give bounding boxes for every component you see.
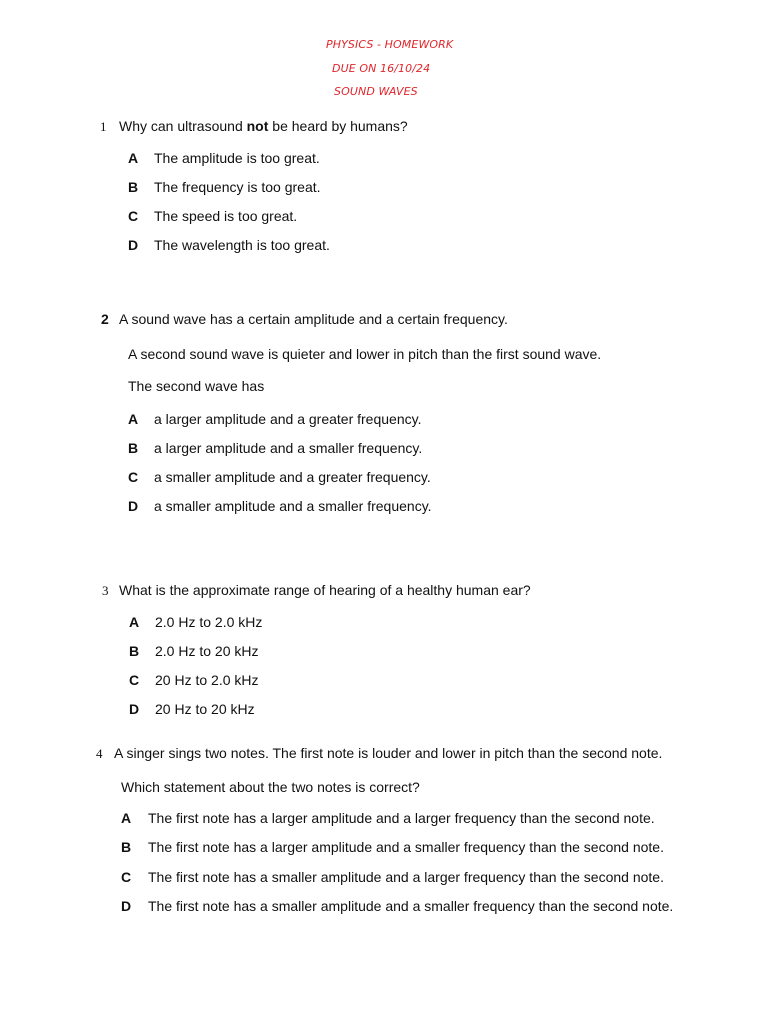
question-number: 1 <box>100 119 107 134</box>
question-text: What is the approximate range of hearing of a healthy human ear? <box>119 582 531 598</box>
question-text: A sound wave has a certain amplitude and a certain frequency. <box>119 311 508 327</box>
option-text: 2.0 Hz to 2.0 kHz <box>155 614 263 630</box>
question-context: A second sound wave is quieter and lower in pitch than the first sound wave. <box>128 346 602 362</box>
option-text: The speed is too great. <box>154 208 298 224</box>
option-text: The first note has a larger amplitude and a larger frequency than the second note. <box>148 810 655 826</box>
option-letter: A <box>128 150 139 166</box>
option-letter: A <box>128 411 139 427</box>
option-letter: D <box>128 237 139 253</box>
header-title: PHYSICS - HOMEWORK <box>326 38 454 51</box>
option-text: 20 Hz to 20 kHz <box>155 701 255 717</box>
question-number: 2 <box>101 311 109 327</box>
option-text: a smaller amplitude and a greater frequency. <box>154 469 431 485</box>
emphasis-word: not <box>246 118 269 134</box>
option-letter: D <box>128 498 139 514</box>
option-letter: B <box>128 440 139 456</box>
option-text: 20 Hz to 2.0 kHz <box>155 672 259 688</box>
option-letter: D <box>129 701 140 717</box>
option-letter: B <box>121 839 132 855</box>
question-number: 4 <box>96 746 103 761</box>
option-letter: B <box>129 643 140 659</box>
question-stem: Which statement about the two notes is correct? <box>121 779 420 795</box>
option-text: The first note has a smaller amplitude and a smaller frequency than the second note. <box>148 898 674 914</box>
option-letter: A <box>121 810 132 826</box>
option-letter: C <box>128 208 139 224</box>
option-text: The first note has a smaller amplitude and a larger frequency than the second note. <box>148 869 664 885</box>
question-text: Why can ultrasound not be heard by humans? <box>119 118 408 134</box>
question-number: 3 <box>102 583 109 598</box>
option-letter: B <box>128 179 139 195</box>
question-stem: The second wave has <box>128 378 265 394</box>
option-letter: A <box>129 614 140 630</box>
option-letter: C <box>121 869 132 885</box>
option-letter: C <box>129 672 140 688</box>
header-due-date: DUE ON 16/10/24 <box>332 62 431 75</box>
question-text: A singer sings two notes. The first note is louder and lower in pitch than the second note. <box>114 745 663 761</box>
option-text: a larger amplitude and a greater frequency. <box>154 411 422 427</box>
option-text: 2.0 Hz to 20 kHz <box>155 643 259 659</box>
option-letter: D <box>121 898 132 914</box>
header-topic: SOUND WAVES <box>334 85 418 98</box>
option-text: The frequency is too great. <box>154 179 321 195</box>
option-text: The wavelength is too great. <box>154 237 330 253</box>
option-text: The amplitude is too great. <box>154 150 320 166</box>
option-text: a larger amplitude and a smaller frequency. <box>154 440 423 456</box>
option-text: The first note has a larger amplitude and a smaller frequency than the second note. <box>148 839 664 855</box>
option-letter: C <box>128 469 139 485</box>
option-text: a smaller amplitude and a smaller frequency. <box>154 498 432 514</box>
